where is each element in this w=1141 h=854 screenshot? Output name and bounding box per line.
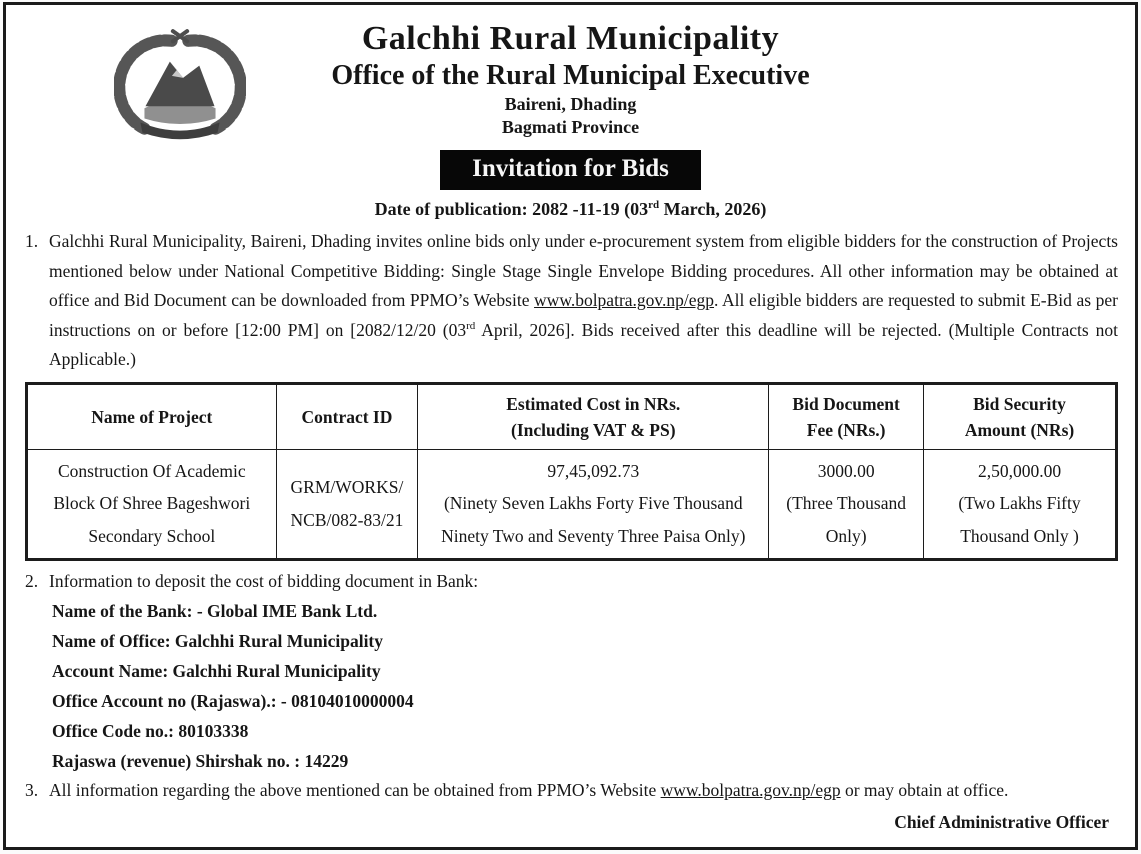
item-2-number: 2. — [25, 570, 39, 591]
bank-detail-line: Office Account no (Rajaswa).: - 08104010000004 — [52, 691, 414, 711]
bank-detail-line: Name of Office: Galchhi Rural Municipality — [52, 631, 384, 651]
item-1-paragraph — [25, 227, 1118, 375]
item-1-text-end: April, 2026]. Bids received after this deadline will be rejected. (Multiple Contracts not Applicable.) — [49, 319, 1118, 369]
item-3-paragraph — [25, 776, 1118, 806]
cell-line: Secondary School — [88, 525, 216, 546]
bank-details — [25, 596, 1118, 776]
header-line: Bid Security — [973, 393, 1066, 414]
letterhead — [6, 5, 1135, 220]
header-line: Fee (NRs.) — [806, 419, 886, 440]
cell-line: Thousand Only ) — [960, 525, 1079, 546]
item-3-text: All information regarding the above mentioned can be obtained from PPMO’s Website — [49, 780, 661, 800]
banner-row — [6, 150, 1135, 190]
publication-date — [6, 199, 1135, 220]
address-line: Baireni, Dhading — [504, 94, 637, 114]
header-line: (Including VAT & PS) — [511, 419, 676, 440]
cell-line: (Two Lakhs Fifty — [958, 493, 1081, 514]
cell-line: Block Of Shree Bageshwori — [53, 493, 251, 514]
header-line: Amount (NRs) — [964, 419, 1075, 440]
cell-line: Ninety Two and Seventy Three Paisa Only) — [441, 525, 746, 546]
bid-table — [25, 382, 1118, 561]
cell-line: 2,50,000.00 — [977, 460, 1062, 481]
col-header-contract-id — [276, 383, 418, 449]
office-subtitle: Office of the Rural Municipal Executive — [331, 60, 810, 91]
cell-line: (Ninety Seven Lakhs Forty Five Thousand — [443, 493, 743, 514]
col-header-estimated-cost — [418, 383, 769, 449]
cell-line: 97,45,092.73 — [547, 460, 640, 481]
item-3-text-end: or may obtain at office. — [840, 780, 1009, 800]
municipality-title: Galchhi Rural Municipality — [361, 20, 780, 57]
publication-date-prefix: Date of publication: 2082 -11-19 (03 — [374, 199, 649, 219]
table-header-row — [27, 383, 1117, 449]
item-2-paragraph — [25, 567, 1118, 597]
item-1-number: 1. — [25, 231, 39, 251]
col-header-bid-security — [924, 383, 1117, 449]
nepal-emblem-logo — [114, 27, 246, 149]
document-page — [3, 2, 1138, 850]
ordinal-superscript: rd — [648, 199, 660, 211]
cell-line: GRM/WORKS/ — [290, 477, 404, 497]
header-line: Contract ID — [301, 406, 393, 427]
cell-line: NCB/082-83/21 — [290, 509, 404, 530]
table-row — [27, 449, 1117, 559]
cell-line: Construction Of Academic — [58, 460, 246, 481]
bank-detail-line: Account Name: Galchhi Rural Municipality — [52, 661, 381, 681]
province-line: Bagmati Province — [501, 117, 640, 137]
item-2-text: Information to deposit the cost of bidding document in Bank: — [49, 570, 479, 591]
item-1-text-mid: . All eligible bidders are requested to submit E-Bid as per instructions on or before [12:00 PM] on [2082/12/20 (03 — [49, 290, 1118, 340]
invitation-banner: Invitation for Bids — [440, 150, 701, 190]
cell-bid-document-fee — [769, 449, 924, 559]
bank-detail-line: Name of the Bank: - Global IME Bank Ltd. — [52, 601, 378, 621]
bolpatra-link[interactable]: www.bolpatra.gov.np/egp — [534, 290, 715, 310]
col-header-bid-document-fee — [769, 383, 924, 449]
item-3-number: 3. — [25, 780, 39, 800]
cell-contract-id — [276, 449, 418, 559]
bank-detail-line: Office Code no.: 80103338 — [52, 721, 249, 741]
header-line: Estimated Cost in NRs. — [506, 393, 681, 414]
publication-date-suffix: March, 2026) — [659, 199, 767, 219]
bank-detail-line: Rajaswa (revenue) Shirshak no. : 14229 — [52, 751, 349, 771]
bolpatra-link[interactable]: www.bolpatra.gov.np/egp — [660, 780, 841, 800]
signature-line: Chief Administrative Officer — [894, 811, 1109, 832]
cell-line: (Three Thousand — [786, 493, 906, 514]
cell-bid-security — [924, 449, 1117, 559]
header-line: Name of Project — [91, 406, 213, 427]
ordinal-superscript: rd — [466, 319, 476, 332]
cell-estimated-cost — [418, 449, 769, 559]
cell-project-name — [27, 449, 277, 559]
header-line: Bid Document — [792, 393, 900, 414]
col-header-project — [27, 383, 277, 449]
cell-line: Only) — [825, 525, 867, 546]
item-1-text: Galchhi Rural Municipality, Baireni, Dhading invites online bids only under e-procurement system from eligible bidders for the construction of Projects mentioned below under National Competitive Bidding: Single Stage Single Envelope Bidding procedures. All other information may be obtained at office and Bid Document can be downloaded from PPMO’s Website — [49, 231, 1118, 310]
document-body — [6, 220, 1135, 837]
cell-line: 3000.00 — [817, 460, 875, 481]
